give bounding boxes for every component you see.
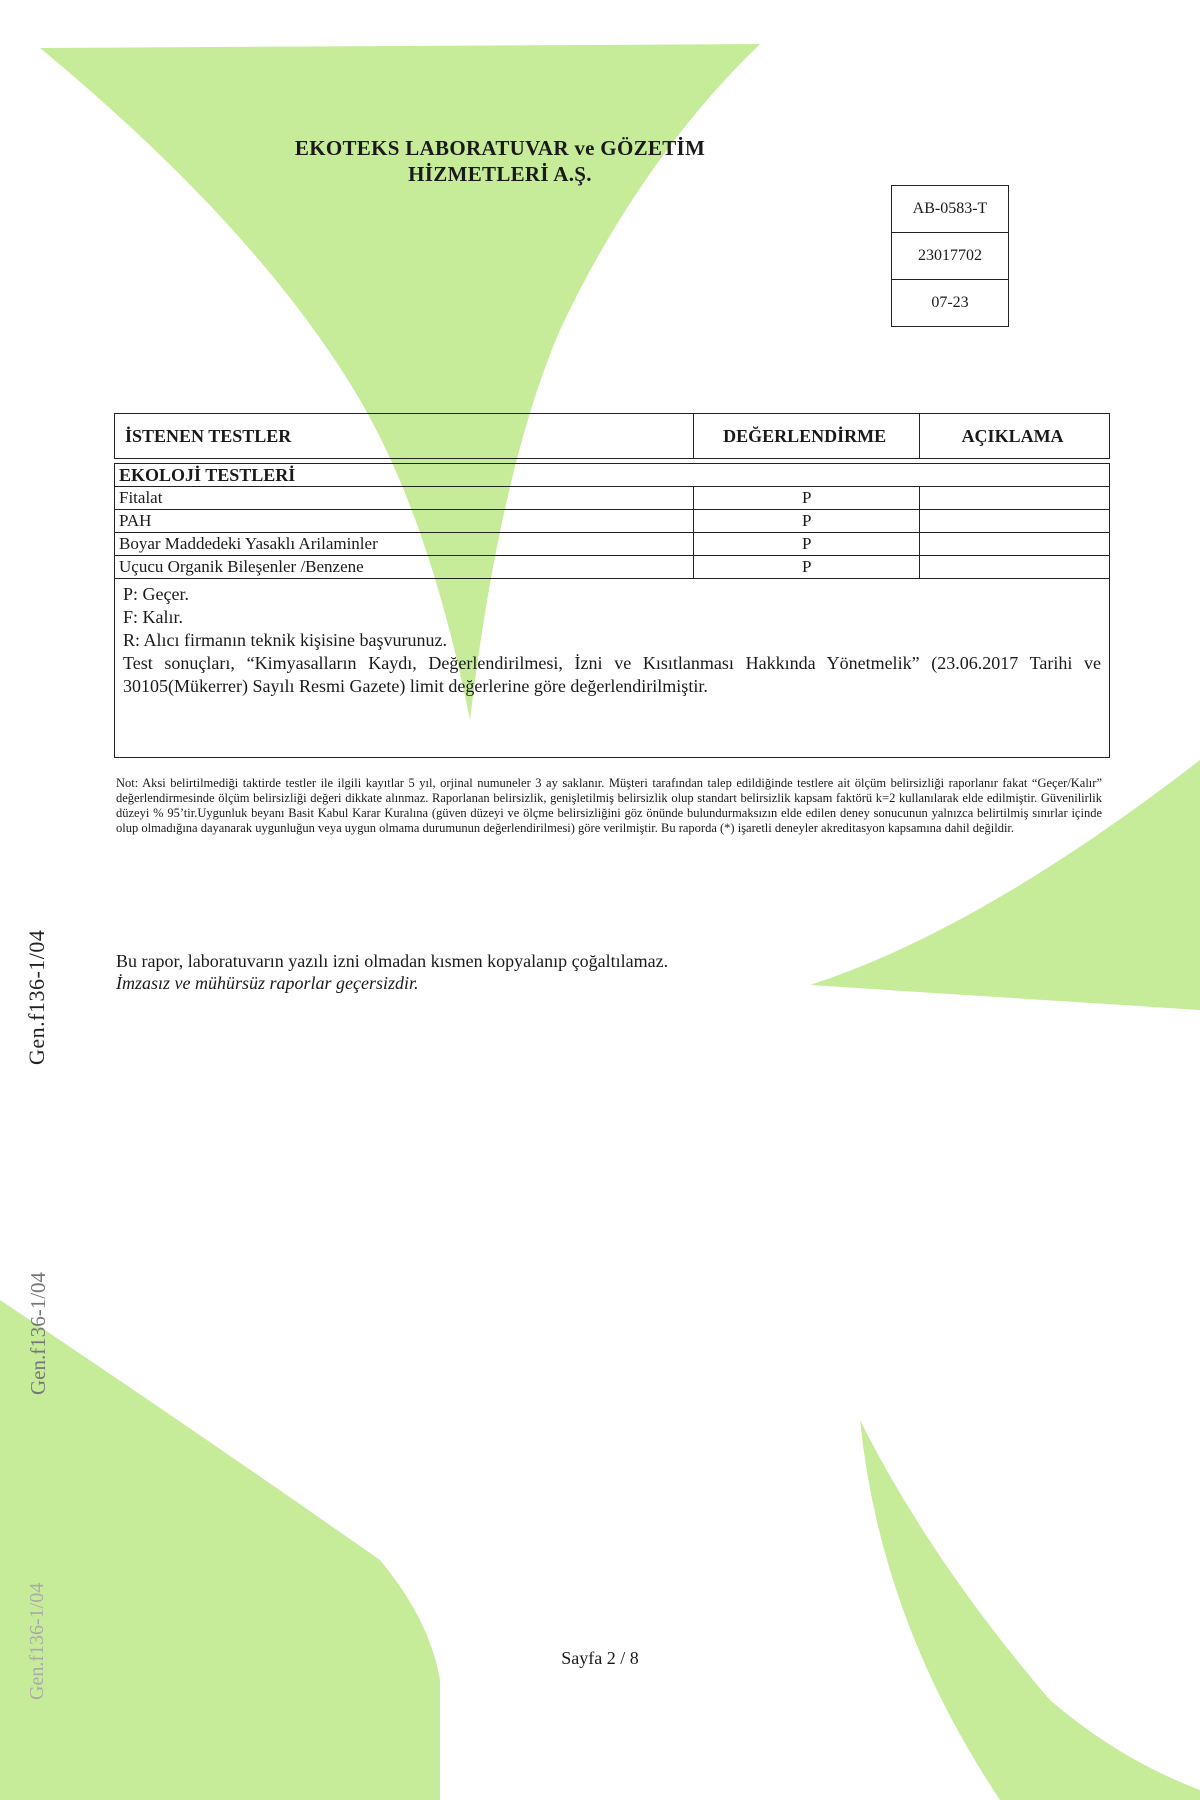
test-note: [920, 487, 1110, 510]
legend-refer: R: Alıcı firmanın teknik kişisine başvurunuz.: [123, 630, 447, 650]
watermark-shape-left: [0, 1300, 440, 1800]
test-result: P: [694, 487, 920, 510]
test-result: P: [694, 556, 920, 579]
test-name: PAH: [115, 510, 694, 533]
table-row: [115, 487, 1110, 510]
report-id-box: [891, 185, 1009, 327]
test-result: P: [694, 533, 920, 556]
lab-title-line1: EKOTEKS LABORATUVAR ve GÖZETİM: [294, 136, 706, 160]
table-row: [115, 533, 1110, 556]
form-code-side-faint: Gen.f136-1/04: [26, 1582, 48, 1700]
copy-restriction: Bu rapor, laboratuvarın yazılı izni olmadan kısmen kopyalanıp çoğaltılamaz.: [116, 951, 669, 971]
accreditation-number: AB-0583-T: [892, 186, 1008, 233]
test-note: [920, 556, 1110, 579]
header-evaluation: DEĞERLENDİRME: [694, 414, 920, 459]
legend-row: [115, 579, 1110, 758]
section-title: EKOLOJİ TESTLERİ: [115, 464, 1110, 487]
report-number: 23017702: [892, 233, 1008, 280]
lab-title-line2: HİZMETLERİ A.Ş.: [408, 162, 592, 186]
copyright-notice: [116, 950, 1016, 994]
test-name: Boyar Maddedeki Yasaklı Arilaminler: [115, 533, 694, 556]
signature-validity: İmzasız ve mühürsüz raporlar geçersizdir.: [116, 973, 419, 993]
test-note: [920, 510, 1110, 533]
legend-pass: P: Geçer.: [123, 584, 189, 604]
report-date: 07-23: [931, 294, 969, 311]
form-code-side: Gen.f136-1/04: [24, 929, 49, 1065]
test-name: Fitalat: [115, 487, 694, 510]
test-name: Uçucu Organik Bileşenler /Benzene: [115, 556, 694, 579]
table-header-row: [115, 414, 1110, 459]
disclaimer-note: Not: Aksi belirtilmediği taktirde testler ile ilgili kayıtlar 5 yıl, orjinal numuneler 3 ay saklanır. Müşteri tarafından talep edildiğinde testlere ait ölçüm belirsizliği raporlanır fakat “Geçer/Kalır” değerlendirmesinde ölçüm belirsizliği değeri dikkate alınmaz. Raporlanan belirsizlik, genişletilmiş belirsizlik olup standart belirsizlik kapsam faktörü k=2 kullanılarak elde edilmiştir. Güvenilirlik düzeyi % 95’tir.Uygunluk beyanı Basit Kabul Karar Kuralına (güven düzeyi ve ölçme belirsizliğini göz önünde bulundurmaksızın elde edilen deney sonucunun yalnızca belirtilmiş sınırlar içinde olup olmadığına dayanarak uygunluğun veya uygun olmama durumunun değerlendirilmesi) göre verilmiştir. Bu raporda (*) işaretli deneyler akreditasyon kapsamına dahil değildir.: [116, 776, 1102, 835]
watermark-shape-bottom: [860, 1420, 1200, 1800]
form-code-side-faded: Gen.f136-1/04: [26, 1271, 50, 1395]
header-explanation: AÇIKLAMA: [920, 414, 1110, 459]
test-note: [920, 533, 1110, 556]
table-row: [115, 556, 1110, 579]
test-results-table: [114, 413, 1110, 758]
table-row: [115, 510, 1110, 533]
section-ecology-tests: [115, 464, 1110, 487]
header-requested-tests: İSTENEN TESTLER: [115, 414, 694, 459]
legend-cell: [115, 579, 1110, 758]
legend-fail: F: Kalır.: [123, 607, 184, 627]
lab-title: [0, 135, 1000, 187]
legend-regulation-note: Test sonuçları, “Kimyasalların Kaydı, Değerlendirilmesi, İzni ve Kısıtlanması Hakkında Yönetmelik” (23.06.2017 Tarihi ve 30105(Mükerrer) Sayılı Resmi Gazete) limit değerlerine göre değerlendirilmiştir.: [123, 653, 1101, 696]
page-number: Sayfa 2 / 8: [561, 1648, 639, 1668]
test-result: P: [694, 510, 920, 533]
